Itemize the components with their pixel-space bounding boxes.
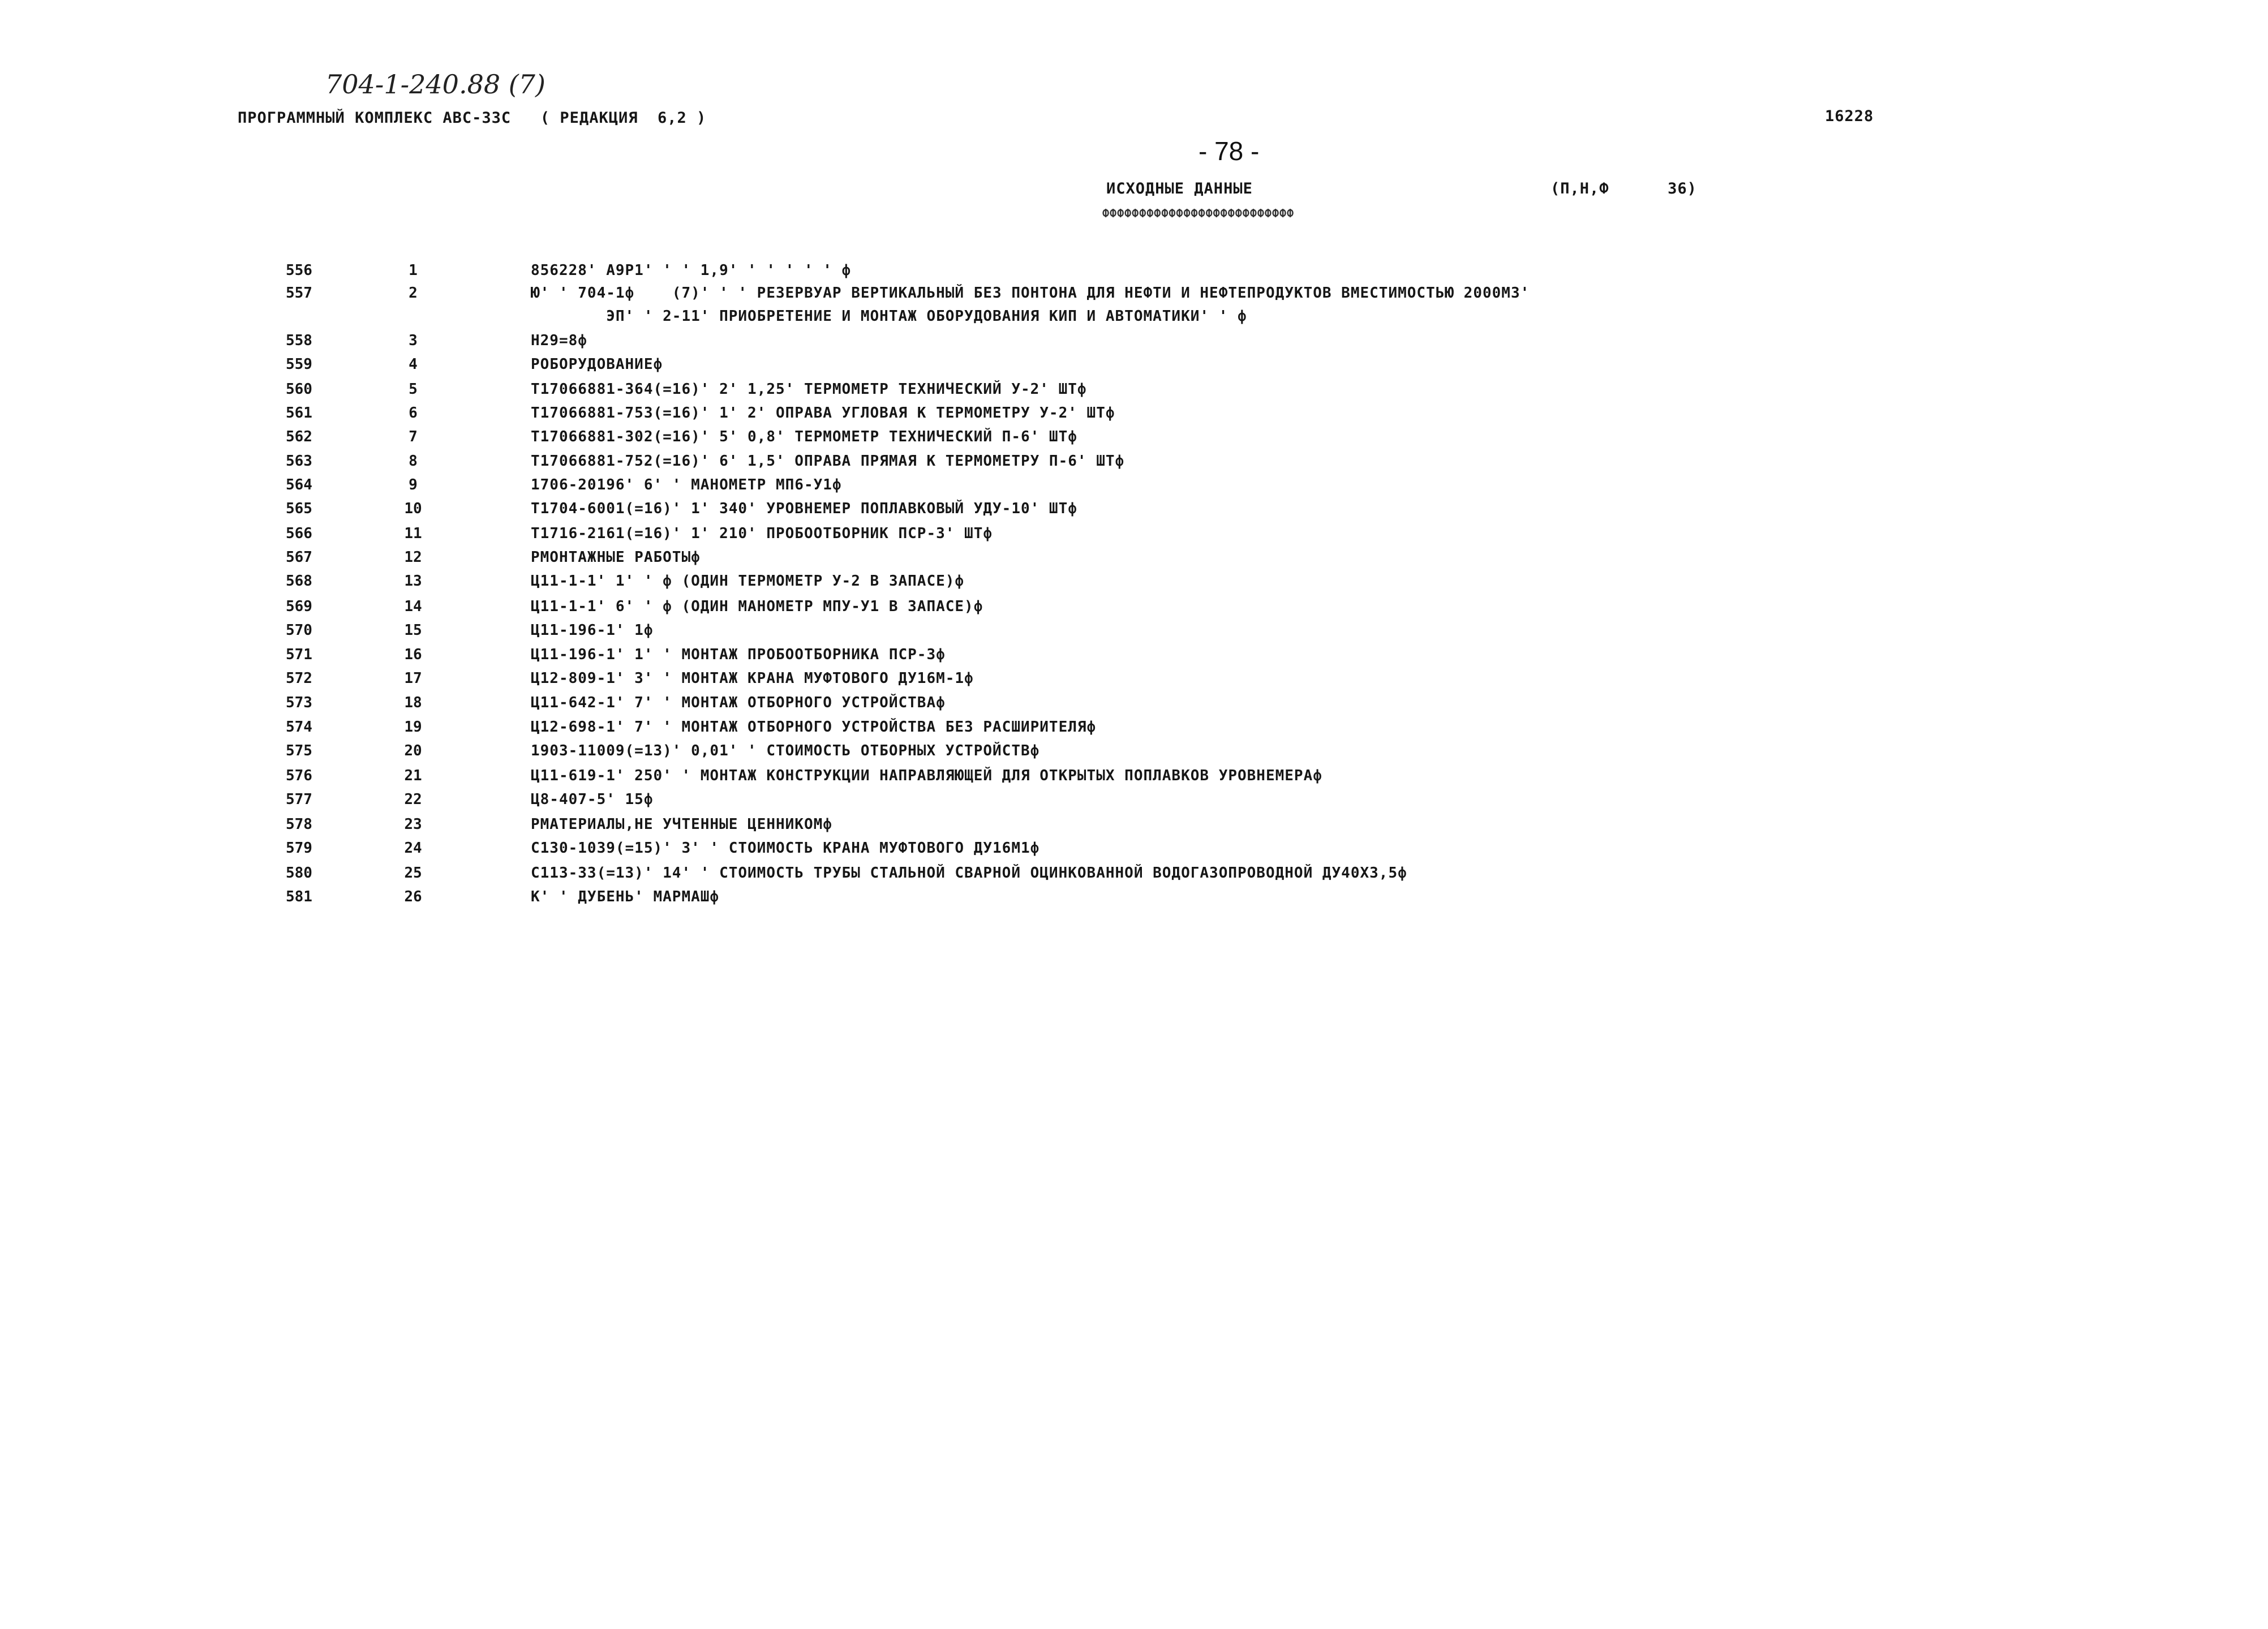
line-number: 578 bbox=[286, 816, 312, 833]
record-text: РМАТЕРИАЛЫ,НЕ УЧТЕННЫЕ ЦЕННИКОМф bbox=[531, 816, 832, 833]
line-number: 561 bbox=[286, 405, 312, 422]
record-text: РМОНТАЖНЫЕ РАБОТЫф bbox=[531, 549, 701, 566]
record-index: 22 bbox=[404, 791, 422, 808]
line-number: 569 bbox=[286, 598, 312, 615]
record-text: 1903-11009(=13)' 0,01' ' СТОИМОСТЬ ОТБОРНЫХ УСТРОЙСТВф bbox=[531, 742, 1040, 759]
record-text: Т17066881-752(=16)' 6' 1,5' ОПРАВА ПРЯМАЯ К ТЕРМОМЕТРУ П-6' ШТф bbox=[531, 453, 1125, 470]
record-text: Т1704-6001(=16)' 1' 340' УРОВНЕМЕР ПОПЛАВКОВЫЙ УДУ-10' ШТф bbox=[531, 500, 1077, 517]
line-number: 556 bbox=[286, 262, 312, 279]
record-text: Ю' ' 704-1ф (7)' ' ' РЕЗЕРВУАР ВЕРТИКАЛЬНЫЙ БЕЗ ПОНТОНА ДЛЯ НЕФТИ И НЕФТЕПРОДУКТОВ ВМЕСТИМОСТЬЮ 2000МЗ' bbox=[531, 285, 1530, 302]
record-text: Н29=8ф bbox=[531, 332, 587, 349]
line-number: 559 bbox=[286, 356, 312, 373]
record-text: С130-1039(=15)' 3' ' СТОИМОСТЬ КРАНА МУФТОВОГО ДУ16М1ф bbox=[531, 840, 1040, 857]
line-number: 580 bbox=[286, 865, 312, 882]
record-index: 6 bbox=[409, 405, 418, 422]
line-number: 565 bbox=[286, 500, 312, 517]
record-index: 19 bbox=[404, 719, 422, 736]
record-index: 24 bbox=[404, 840, 422, 857]
line-number: 575 bbox=[286, 742, 312, 759]
record-text: ЭП' ' 2-11' ПРИОБРЕТЕНИЕ И МОНТАЖ ОБОРУДОВАНИЯ КИП И АВТОМАТИКИ' ' ф bbox=[531, 308, 1247, 325]
record-index: 14 bbox=[404, 598, 422, 615]
record-index: 21 bbox=[404, 767, 422, 784]
record-index: 26 bbox=[404, 888, 422, 905]
record-text: Ц12-809-1' 3' ' МОНТАЖ КРАНА МУФТОВОГО ДУ16М-1ф bbox=[531, 670, 974, 687]
line-number: 573 bbox=[286, 694, 312, 711]
record-text: Ц11-1-1' 6' ' ф (ОДИН МАНОМЕТР МПУ-У1 В ЗАПАСЕ)ф bbox=[531, 598, 983, 615]
record-index: 25 bbox=[404, 865, 422, 882]
record-index: 5 bbox=[409, 381, 418, 398]
line-number: 562 bbox=[286, 428, 312, 445]
line-number: 570 bbox=[286, 622, 312, 639]
record-text: 856228' А9Р1' ' ' 1,9' ' ' ' ' ' ф bbox=[531, 262, 852, 279]
line-number: 574 bbox=[286, 719, 312, 736]
line-number: 576 bbox=[286, 767, 312, 784]
line-number: 581 bbox=[286, 888, 312, 905]
page-number: - 78 - bbox=[1199, 136, 1260, 166]
line-number: 557 bbox=[286, 285, 312, 302]
line-number: 564 bbox=[286, 476, 312, 493]
handwritten-code: 704-1-240.88 (7) bbox=[325, 69, 545, 100]
record-index: 10 bbox=[404, 500, 422, 517]
record-text: Ц11-196-1' 1ф bbox=[531, 622, 654, 639]
line-number: 558 bbox=[286, 332, 312, 349]
line-number: 566 bbox=[286, 525, 312, 542]
line-number: 567 bbox=[286, 549, 312, 566]
line-number: 579 bbox=[286, 840, 312, 857]
line-number: 560 bbox=[286, 381, 312, 398]
record-index: 13 bbox=[404, 573, 422, 590]
record-index: 16 bbox=[404, 646, 422, 663]
section-title: ИСХОДНЫЕ ДАННЫЕ bbox=[1106, 180, 1253, 197]
record-text: Т17066881-753(=16)' 1' 2' ОПРАВА УГЛОВАЯ К ТЕРМОМЕТРУ У-2' ШТф bbox=[531, 405, 1115, 422]
record-text: Ц8-407-5' 15ф bbox=[531, 791, 654, 808]
record-index: 20 bbox=[404, 742, 422, 759]
section-code: (П,Н,Ф 36) bbox=[1550, 180, 1697, 197]
program-line: ПРОГРАММНЫЙ КОМПЛЕКС АВС-ЗЗС ( РЕДАКЦИЯ 6,2 ) bbox=[238, 109, 707, 127]
record-text: Т17066881-302(=16)' 5' 0,8' ТЕРМОМЕТР ТЕХНИЧЕСКИЙ П-6' ШТф bbox=[531, 428, 1077, 445]
record-text: С113-33(=13)' 14' ' СТОИМОСТЬ ТРУБЫ СТАЛЬНОЙ СВАРНОЙ ОЦИНКОВАННОЙ ВОДОГАЗОПРОВОДНОЙ ДУ40Х3,5ф bbox=[531, 865, 1407, 882]
record-index: 7 bbox=[409, 428, 418, 445]
document-number: 16228 bbox=[1825, 108, 1874, 125]
record-index: 3 bbox=[409, 332, 418, 349]
record-index: 18 bbox=[404, 694, 422, 711]
record-text: Ц11-642-1' 7' ' МОНТАЖ ОТБОРНОГО УСТРОЙСТВАф bbox=[531, 694, 946, 711]
line-number: 572 bbox=[286, 670, 312, 687]
line-number: 571 bbox=[286, 646, 312, 663]
record-text: Ц11-619-1' 250' ' МОНТАЖ КОНСТРУКЦИИ НАПРАВЛЯЮЩЕЙ ДЛЯ ОТКРЫТЫХ ПОПЛАВКОВ УРОВНЕМЕРАф bbox=[531, 767, 1322, 784]
record-index: 2 bbox=[409, 285, 418, 302]
line-number: 577 bbox=[286, 791, 312, 808]
record-text: Ц12-698-1' 7' ' МОНТАЖ ОТБОРНОГО УСТРОЙСТВА БЕЗ РАСШИРИТЕЛЯф bbox=[531, 719, 1097, 736]
record-text: Т17066881-364(=16)' 2' 1,25' ТЕРМОМЕТР ТЕХНИЧЕСКИЙ У-2' ШТф bbox=[531, 381, 1087, 398]
record-text: Ц11-196-1' 1' ' МОНТАЖ ПРОБООТБОРНИКА ПСР-3ф bbox=[531, 646, 946, 663]
record-index: 23 bbox=[404, 816, 422, 833]
record-index: 4 bbox=[409, 356, 418, 373]
record-index: 1 bbox=[409, 262, 418, 279]
record-text: Т1716-2161(=16)' 1' 210' ПРОБООТБОРНИК ПСР-3' ШТф bbox=[531, 525, 993, 542]
line-number: 568 bbox=[286, 573, 312, 590]
record-index: 17 bbox=[404, 670, 422, 687]
record-text: К' ' ДУБЕНЬ' МАРМАШф bbox=[531, 888, 720, 905]
record-index: 15 bbox=[404, 622, 422, 639]
record-text: 1706-20196' 6' ' МАНОМЕТР МП6-У1ф bbox=[531, 476, 842, 493]
record-index: 11 bbox=[404, 525, 422, 542]
record-text: Ц11-1-1' 1' ' ф (ОДИН ТЕРМОМЕТР У-2 В ЗАПАСЕ)ф bbox=[531, 573, 965, 590]
record-text: РОБОРУДОВАНИЕф bbox=[531, 356, 663, 373]
record-index: 12 bbox=[404, 549, 422, 566]
record-index: 8 bbox=[409, 453, 418, 470]
title-underline: ФФФФФФФФФФФФФФФФФФФФФФФФФФ bbox=[1102, 207, 1295, 220]
record-index: 9 bbox=[409, 476, 418, 493]
line-number: 563 bbox=[286, 453, 312, 470]
